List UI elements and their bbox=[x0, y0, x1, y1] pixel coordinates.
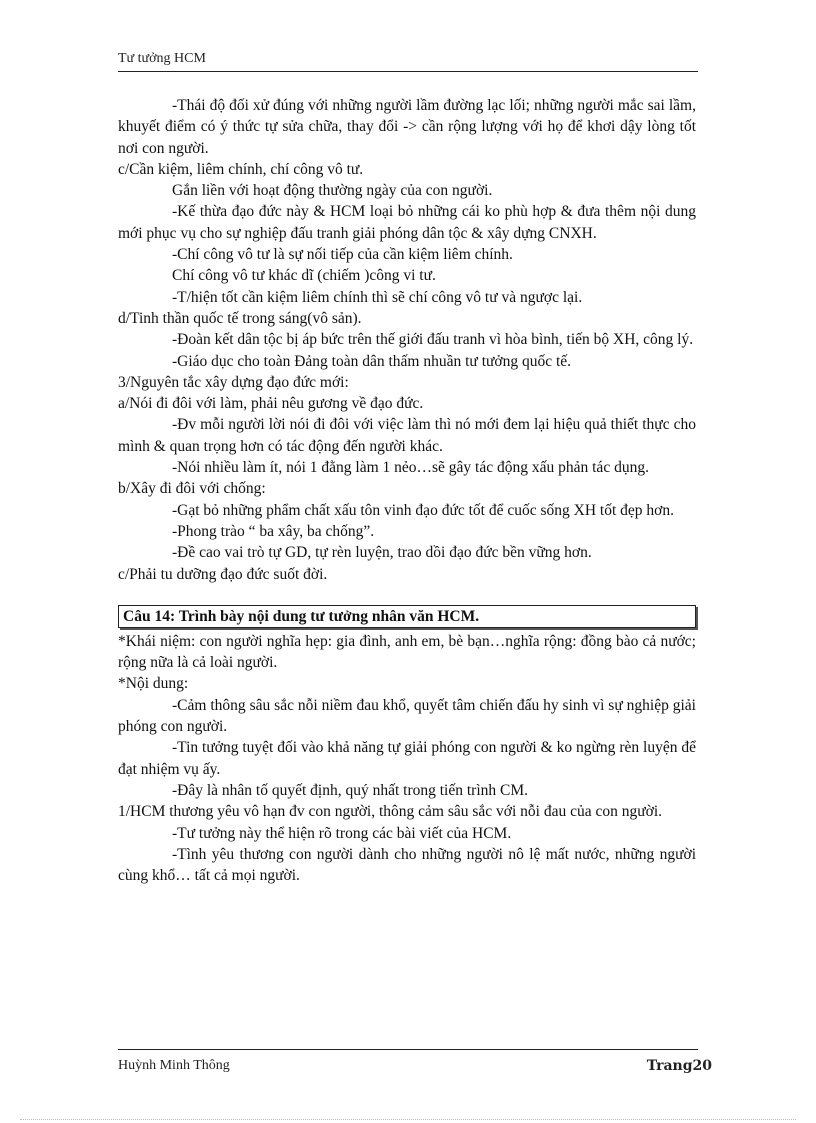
page-number: Trang20 bbox=[646, 1058, 712, 1074]
paragraph: -Tình yêu thương con người dành cho những người nô lệ mất nước, những người cùng khổ… tất cả mọi người. bbox=[118, 845, 696, 885]
paragraph: -Giáo dục cho toàn Đảng toàn dân thấm nhuần tư tưởng quốc tế. bbox=[172, 352, 572, 370]
subsection-heading: d/Tinh thần quốc tế trong sáng(vô sản). bbox=[118, 309, 362, 327]
paragraph: -Thái độ đối xử đúng với những người lầm đường lạc lối; những người mắc sai lầm, khuyết điểm có ý thức tự sửa chữa, thay đổi -> cần rộng lượng với họ để khơi dậy lòng tốt nơi con người. bbox=[118, 97, 696, 157]
subsection-heading: c/Phải tu dưỡng đạo đức suốt đời. bbox=[118, 565, 328, 583]
paragraph: -Đv mỗi người lời nói đi đôi với việc làm thì nó mới đem lại hiệu quả thiết thực cho mình & quan trọng hơn có tác động đến người khác. bbox=[118, 416, 696, 455]
page-header-title: Tư tưởng HCM bbox=[118, 51, 206, 66]
subsection-heading: a/Nói đi đôi với làm, phải nêu gương về đạo đức. bbox=[118, 395, 424, 413]
paragraph: -Chí công vô tư là sự nối tiếp của cần kiệm liêm chính. bbox=[172, 246, 513, 264]
paragraph: -Tư tưởng này thể hiện rõ trong các bài viết của HCM. bbox=[172, 824, 512, 842]
paragraph: -Đề cao vai trò tự GD, tự rèn luyện, trao dồi đạo đức bền vững hơn. bbox=[172, 544, 592, 562]
footer-divider bbox=[118, 1049, 698, 1050]
paragraph: *Nội dung: bbox=[118, 675, 189, 693]
paragraph: -Tin tưởng tuyệt đối vào khả năng tự giải phóng con người & ko ngừng rèn luyện để đạt nhiệm vụ ấy. bbox=[118, 739, 696, 778]
footer-author: Huỳnh Minh Thông bbox=[118, 1058, 230, 1073]
subsection-heading: b/Xây đi đôi với chống: bbox=[118, 480, 266, 498]
page-edge-divider bbox=[20, 1119, 796, 1120]
question-heading: Câu 14: Trình bày nội dung tư tưởng nhân văn HCM. bbox=[118, 605, 696, 628]
paragraph: -Nói nhiều làm ít, nói 1 đằng làm 1 nẻo…sẽ gây tác động xấu phản tác dụng. bbox=[172, 459, 649, 477]
paragraph: Chí công vô tư khác dĩ (chiếm )công vi tư. bbox=[172, 267, 436, 285]
paragraph: -Cảm thông sâu sắc nỗi niềm đau khổ, quyết tâm chiến đấu hy sinh vì sự nghiệp giải phóng con người. bbox=[118, 696, 696, 736]
paragraph: Gắn liền với hoạt động thường ngày của con người. bbox=[172, 182, 493, 200]
paragraph: -T/hiện tốt cần kiệm liêm chính thì sẽ chí công vô tư và ngược lại. bbox=[172, 288, 583, 306]
paragraph: -Gạt bỏ những phẩm chất xấu tôn vinh đạo đức tốt để cuốc sống XH tốt đẹp hơn. bbox=[172, 501, 674, 519]
paragraph: -Phong trào “ ba xây, ba chống”. bbox=[172, 522, 375, 540]
paragraph: -Kế thừa đạo đức này & HCM loại bỏ những cái ko phù hợp & đưa thêm nội dung mới phục vụ cho sự nghiệp đấu tranh giải phóng dân tộc & xây dựng CNXH. bbox=[118, 203, 696, 242]
paragraph: *Khái niệm: con người nghĩa hẹp: gia đình, anh em, bè bạn…nghĩa rộng: đồng bào cả nước; rộng nữa là cả loài người. bbox=[118, 632, 696, 672]
section-heading: 1/HCM thương yêu vô hạn đv con người, thông cảm sâu sắc với nỗi đau của con người. bbox=[118, 803, 662, 821]
paragraph: -Đây là nhân tố quyết định, quý nhất trong tiến trình CM. bbox=[172, 781, 529, 799]
section-heading: 3/Nguyên tắc xây dựng đạo đức mới: bbox=[118, 373, 349, 391]
header-divider bbox=[118, 71, 698, 72]
paragraph: -Đoàn kết dân tộc bị áp bức trên thế giới đấu tranh vì hòa bình, tiến bộ XH, công lý. bbox=[172, 331, 694, 349]
subsection-heading: c/Cần kiệm, liêm chính, chí công vô tư. bbox=[118, 160, 364, 178]
document-body bbox=[118, 95, 696, 886]
